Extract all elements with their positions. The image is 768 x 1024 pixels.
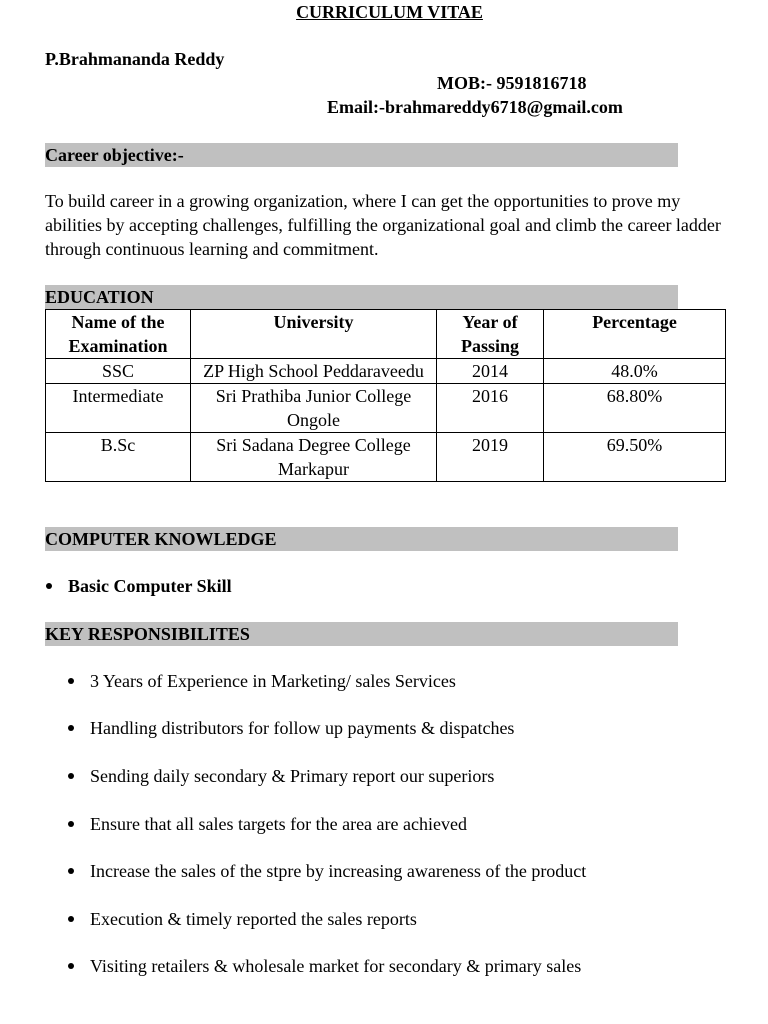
bullet-icon [68, 916, 74, 922]
table-cell: 2014 [437, 359, 544, 384]
career-objective-heading: Career objective:- [45, 145, 184, 165]
bullet-icon [46, 583, 52, 589]
table-row [46, 359, 726, 384]
document-title: CURRICULUM VITAE [296, 2, 483, 22]
responsibility-item: Handling distributors for follow up payments & dispatches [90, 718, 515, 738]
responsibility-item: 3 Years of Experience in Marketing/ sales Services [90, 671, 456, 691]
education-heading: EDUCATION [45, 287, 154, 307]
bullet-icon [68, 678, 74, 684]
table-cell: B.Sc [46, 433, 191, 482]
responsibility-item: Increase the sales of the stpre by increasing awareness of the product [90, 861, 587, 881]
bullet-icon [68, 725, 74, 731]
column-header: Percentage [544, 310, 726, 359]
education-table [45, 309, 726, 482]
bullet-icon [68, 963, 74, 969]
responsibility-item: Execution & timely reported the sales reports [90, 909, 417, 929]
bullet-icon [68, 868, 74, 874]
table-cell: Sri Prathiba Junior College Ongole [191, 384, 437, 433]
bullet-icon [68, 773, 74, 779]
table-cell: 2019 [437, 433, 544, 482]
table-row [46, 433, 726, 482]
table-cell: Sri Sadana Degree College Markapur [191, 433, 437, 482]
key-responsibilities-header [45, 622, 678, 646]
table-cell: 48.0% [544, 359, 726, 384]
education-header [45, 285, 678, 309]
mobile-number: MOB:- 9591816718 [437, 73, 587, 93]
computer-knowledge-heading: COMPUTER KNOWLEDGE [45, 529, 277, 549]
bullet-icon [68, 821, 74, 827]
table-cell: Intermediate [46, 384, 191, 433]
table-cell: 69.50% [544, 433, 726, 482]
responsibility-item: Ensure that all sales targets for the area are achieved [90, 814, 467, 834]
table-cell: SSC [46, 359, 191, 384]
computer-skill-item: Basic Computer Skill [68, 576, 232, 596]
responsibility-item: Visiting retailers & wholesale market for secondary & primary sales [90, 956, 582, 976]
column-header: University [191, 310, 437, 359]
responsibility-item: Sending daily secondary & Primary report our superiors [90, 766, 495, 786]
key-responsibilities-heading: KEY RESPONSIBILITES [45, 624, 250, 644]
table-header-row [46, 310, 726, 359]
candidate-name: P.Brahmananda Reddy [45, 49, 225, 69]
email-address: Email:-brahmareddy6718@gmail.com [327, 97, 623, 117]
table-cell: 2016 [437, 384, 544, 433]
table-cell: 68.80% [544, 384, 726, 433]
table-cell: ZP High School Peddaraveedu [191, 359, 437, 384]
career-objective-text: To build career in a growing organization, where I can get the opportunities to prove my abilities by accepting challenges, fulfilling the organizational goal and climb the career ladder through continuous learning and commitment. [45, 191, 721, 259]
column-header: Name of the Examination [46, 310, 191, 359]
career-objective-header [45, 143, 678, 167]
table-row [46, 384, 726, 433]
computer-knowledge-header [45, 527, 678, 551]
column-header: Year of Passing [437, 310, 544, 359]
